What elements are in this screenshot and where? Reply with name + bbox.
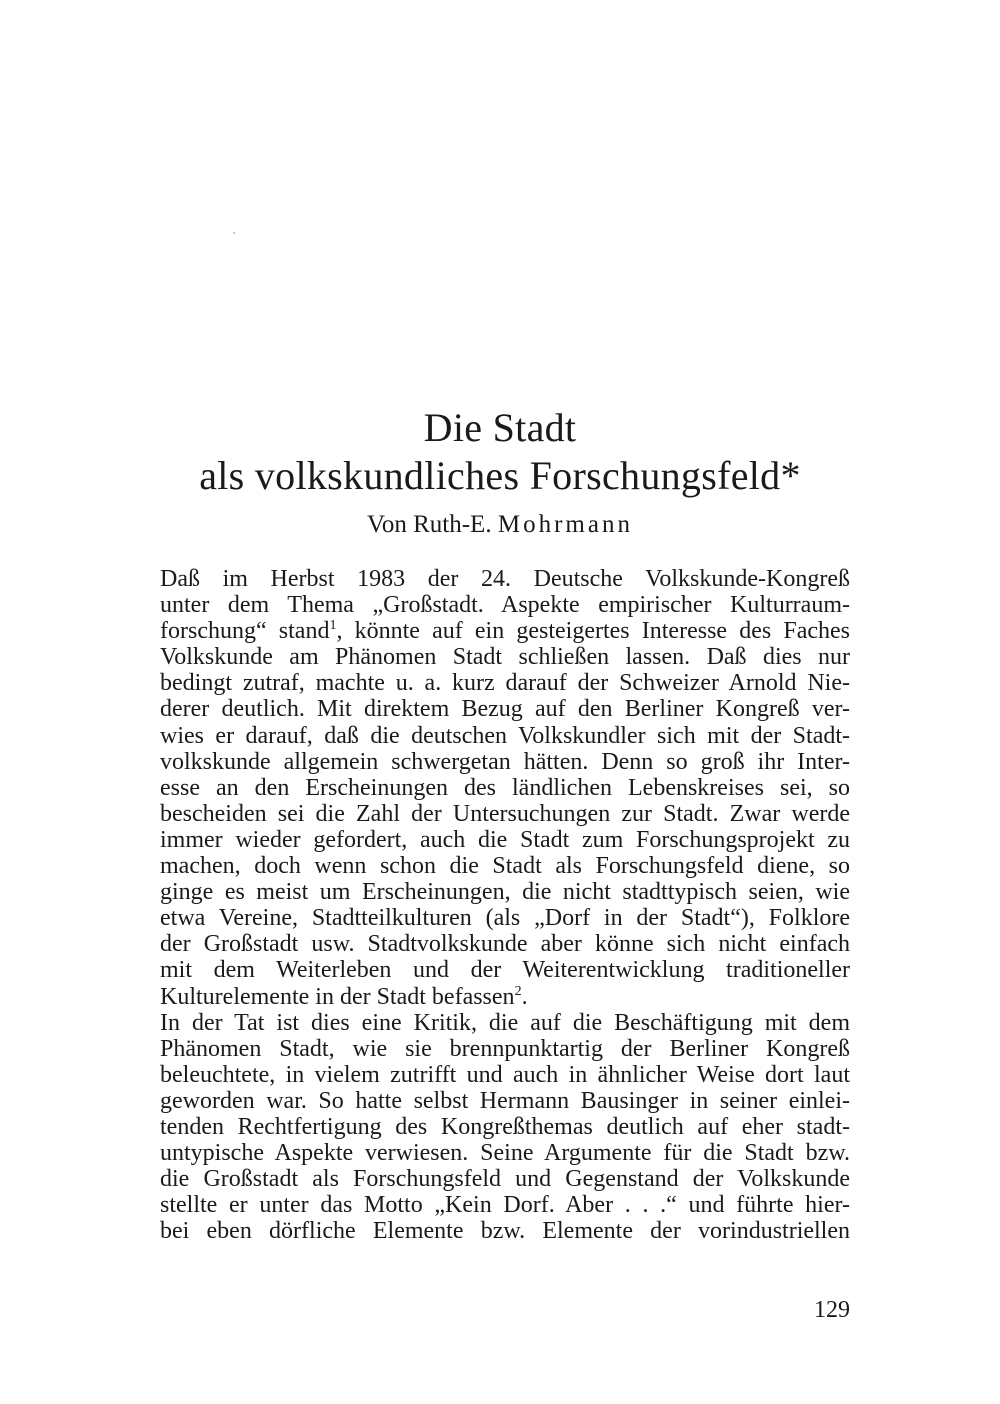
text-line: wies er darauf, daß die deutschen Volkskundler sich mit der Stadt-	[160, 722, 850, 749]
article-title	[0, 404, 1000, 500]
title-line-1: Die Stadt	[423, 405, 577, 450]
byline-prefix: Von Ruth-E.	[367, 511, 492, 538]
text-line: untypische Aspekte verwiesen. Seine Argumente für die Stadt bzw.	[160, 1140, 850, 1167]
text-line: esse an den Erscheinungen des ländlichen Lebenskreises sei, so	[160, 774, 850, 801]
footnote-marker-2: 2	[514, 983, 522, 999]
text-line: In der Tat ist dies eine Kritik, die auf die Beschäftigung mit dem	[160, 1009, 850, 1036]
text-line: tenden Rechtfertigung des Kongreßthemas deutlich auf eher stadt-	[160, 1113, 850, 1140]
text-segment: Kulturelemente in der Stadt befassen	[160, 983, 515, 1010]
text-line: derer deutlich. Mit direktem Bezug auf den Berliner Kongreß ver-	[160, 696, 850, 723]
text-line: mit dem Weiterleben und der Weiterentwicklung traditioneller	[160, 957, 850, 984]
text-line: machen, doch wenn schon die Stadt als Forschungsfeld diene, so	[160, 853, 850, 880]
text-line: unter dem Thema „Großstadt. Aspekte empirischer Kulturraum-	[160, 592, 850, 619]
text-line: immer wieder gefordert, auch die Stadt zum Forschungsprojekt zu	[160, 826, 850, 853]
paragraph-1	[160, 566, 850, 1010]
scan-speck	[233, 232, 235, 234]
text-line: bei eben dörfliche Elemente bzw. Elemente der vorindustriellen	[160, 1218, 850, 1245]
text-line: der Großstadt usw. Stadtvolkskunde aber könne sich nicht einfach	[160, 931, 850, 958]
text-line: bescheiden sei die Zahl der Untersuchungen zur Stadt. Zwar werde	[160, 800, 850, 827]
author-surname: Mohrmann	[497, 511, 633, 538]
text-line: beleuchtete, in vielem zutrifft und auch in ähnlicher Weise dort laut	[160, 1061, 850, 1088]
author-byline	[0, 510, 1000, 540]
text-line: Phänomen Stadt, wie sie brennpunktartig der Berliner Kongreß	[160, 1035, 850, 1062]
title-line-2: als volkskundliches Forschungsfeld*	[199, 453, 801, 498]
text-line: Daß im Herbst 1983 der 24. Deutsche Volkskunde-Kongreß	[160, 566, 850, 592]
text-segment: forschung“ stand	[160, 618, 330, 645]
text-line: geworden war. So hatte selbst Hermann Bausinger in seiner einlei-	[160, 1087, 850, 1114]
text-segment: .	[521, 983, 528, 1010]
text-line: die Großstadt als Forschungsfeld und Gegenstand der Volkskunde	[160, 1166, 850, 1193]
text-line	[160, 984, 850, 1010]
text-line	[160, 618, 850, 644]
text-line: bedingt zutraf, machte u. a. kurz darauf der Schweizer Arnold Nie-	[160, 670, 850, 697]
body-text	[160, 566, 850, 1244]
text-line: Volkskunde am Phänomen Stadt schließen lassen. Daß dies nur	[160, 644, 850, 671]
page-number: 129	[814, 1297, 850, 1323]
text-segment: , könnte auf ein gesteigertes Interesse des Faches	[336, 618, 851, 645]
text-line: stellte er unter das Motto „Kein Dorf. Aber . . .“ und führte hier-	[160, 1192, 850, 1219]
text-line: etwa Vereine, Stadtteilkulturen (als „Dorf in der Stadt“), Folklore	[160, 905, 850, 932]
paragraph-2	[160, 1010, 850, 1245]
text-line: ginge es meist um Erscheinungen, die nicht stadttypisch seien, wie	[160, 879, 850, 906]
text-line: volkskunde allgemein schwergetan hätten. Denn so groß ihr Inter-	[160, 748, 850, 775]
footnote-marker-1: 1	[329, 618, 337, 634]
